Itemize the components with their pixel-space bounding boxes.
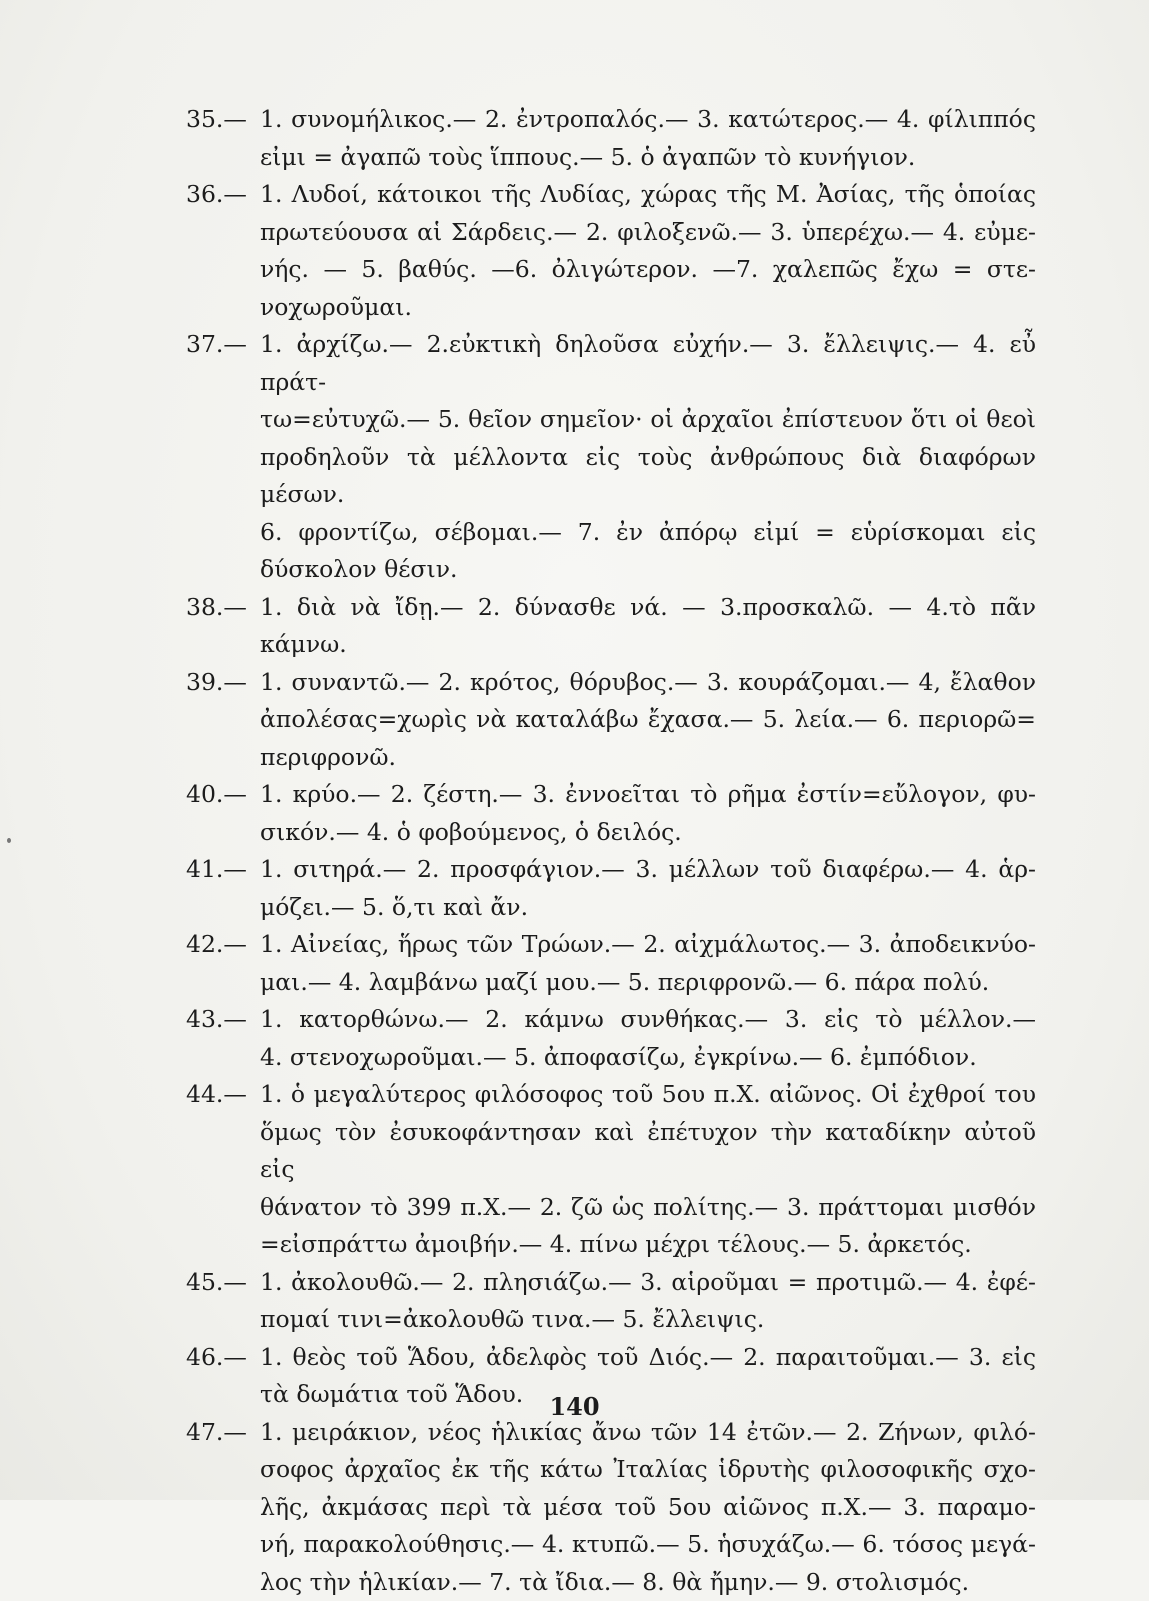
entry-text [260,589,1036,664]
entry-line: 1. μειράκιον, νέος ἡλικίας ἄνω τῶν 14 ἐτῶν.— 2. Ζήνων, φιλό- [260,1414,1036,1452]
entry-number: 40.— [186,776,260,851]
entry-line: νοχωροῦμαι. [260,289,1036,327]
entry-line: πρωτεύουσα αἱ Σάρδεις.— 2. φιλοξενῶ.— 3. ὑπερέχω.— 4. εὐμε- [260,214,1036,252]
answer-entry [186,589,1036,664]
answer-entry [186,851,1036,926]
entry-line: 4. στενοχωροῦμαι.— 5. ἀποφασίζω, ἐγκρίνω.— 6. ἐμπόδιον. [260,1039,1036,1077]
entry-line: 6. φροντίζω, σέβομαι.— 7. ἐν ἀπόρῳ εἰμί = εὑρίσκομαι εἰς [260,514,1036,552]
entry-number: 35.— [186,101,260,176]
entry-line: σικόν.— 4. ὁ φοβούμενος, ὁ δειλός. [260,814,1036,852]
entry-line: πομαί τινι=ἀκολουθῶ τινα.— 5. ἔλλειψις. [260,1301,1036,1339]
page-number: 140 [0,1392,1149,1421]
entry-line: ἀπολέσας=χωρὶς νὰ καταλάβω ἔχασα.— 5. λεία.— 6. περιορῶ= [260,701,1036,739]
entry-line: 1. ὁ μεγαλύτερος φιλόσοφος τοῦ 5ου π.Χ. αἰῶνος. Οἱ ἐχθροί του [260,1076,1036,1114]
entry-line: 1. Αἰνείας, ἥρως τῶν Τρώων.— 2. αἰχμάλωτος.— 3. ἀποδεικνύο- [260,926,1036,964]
entry-text [260,1414,1036,1601]
entry-line: 1. Λυδοί, κάτοικοι τῆς Λυδίας, χώρας τῆς Μ. Ἀσίας, τῆς ὁποίας [260,176,1036,214]
entry-line: 1. ἀκολουθῶ.— 2. πλησιάζω.— 3. αἱροῦμαι = προτιμῶ.— 4. ἐφέ- [260,1264,1036,1302]
entry-line: μόζει.— 5. ὅ,τι καὶ ἄν. [260,889,1036,927]
entry-number: 41.— [186,851,260,926]
entry-number: 42.— [186,926,260,1001]
answer-entry [186,776,1036,851]
entry-text [260,1001,1036,1076]
entry-line: τὰ δωμάτια τοῦ Ἅδου. [260,1376,1036,1414]
entry-text [260,664,1036,777]
entry-line: 1. κρύο.— 2. ζέστη.— 3. ἐννοεῖται τὸ ρῆμα ἐστίν=εὔλογον, φυ- [260,776,1036,814]
entry-line: 1. σιτηρά.— 2. προσφάγιον.— 3. μέλλων τοῦ διαφέρω.— 4. ἁρ- [260,851,1036,889]
entry-line: δύσκολον θέσιν. [260,551,1036,589]
entry-line: λῆς, ἀκμάσας περὶ τὰ μέσα τοῦ 5ου αἰῶνος π.Χ.— 3. παραμο- [260,1489,1036,1527]
answer-key-list [186,101,1036,1601]
entry-number: 44.— [186,1076,260,1264]
entry-line: 1. θεὸς τοῦ Ἅδου, ἀδελφὸς τοῦ Διός.— 2. παραιτοῦμαι.— 3. εἰς [260,1339,1036,1377]
entry-text [260,1076,1036,1264]
entry-line: =εἰσπράττω ἀμοιβήν.— 4. πίνω μέχρι τέλους.— 5. ἀρκετός. [260,1226,1036,1264]
answer-entry [186,1414,1036,1601]
entry-line: 1. συνομήλικος.— 2. ἐντροπαλός.— 3. κατώτερος.— 4. φίλιππός [260,101,1036,139]
answer-entry [186,326,1036,589]
entry-line: 1. συναντῶ.— 2. κρότος, θόρυβος.— 3. κουράζομαι.— 4, ἔλαθον [260,664,1036,702]
answer-entry [186,1076,1036,1264]
entry-line: μαι.— 4. λαμβάνω μαζί μου.— 5. περιφρονῶ.— 6. πάρα πολύ. [260,964,1036,1002]
entry-line: λος τὴν ἡλικίαν.— 7. τὰ ἴδια.— 8. θὰ ἤμην.— 9. στολισμός. [260,1564,1036,1601]
answer-entry [186,664,1036,777]
scan-speck [7,838,11,843]
entry-text [260,101,1036,176]
answer-entry [186,176,1036,326]
entry-number: 39.— [186,664,260,777]
entry-number: 47.— [186,1414,260,1601]
answer-entry [186,1264,1036,1339]
entry-line: προδηλοῦν τὰ μέλλοντα εἰς τοὺς ἀνθρώπους διὰ διαφόρων μέσων. [260,439,1036,514]
entry-line: περιφρονῶ. [260,739,1036,777]
entry-number: 45.— [186,1264,260,1339]
entry-line: νής. — 5. βαθύς. —6. ὀλιγώτερον. —7. χαλεπῶς ἔχω = στε- [260,251,1036,289]
entry-number: 43.— [186,1001,260,1076]
entry-line: σοφος ἀρχαῖος ἐκ τῆς κάτω Ἰταλίας ἱδρυτὴς φιλοσοφικῆς σχο- [260,1451,1036,1489]
entry-text [260,851,1036,926]
entry-line: 1. κατορθώνω.— 2. κάμνω συνθήκας.— 3. εἰς τὸ μέλλον.— [260,1001,1036,1039]
entry-number: 38.— [186,589,260,664]
entry-line: θάνατον τὸ 399 π.Χ.— 2. ζῶ ὡς πολίτης.— 3. πράττομαι μισθόν [260,1189,1036,1227]
answer-entry [186,1001,1036,1076]
entry-text [260,326,1036,589]
entry-text [260,1264,1036,1339]
entry-number: 37.— [186,326,260,589]
entry-number: 46.— [186,1339,260,1414]
entry-line: 1. διὰ νὰ ἴδῃ.— 2. δύνασθε νά. — 3.προσκαλῶ. — 4.τὸ πᾶν κάμνω. [260,589,1036,664]
entry-text [260,926,1036,1001]
entry-line: εἰμι = ἀγαπῶ τοὺς ἵππους.— 5. ὁ ἀγαπῶν τὸ κυνήγιον. [260,139,1036,177]
entry-text [260,776,1036,851]
answer-entry [186,101,1036,176]
entry-text [260,176,1036,326]
entry-number: 36.— [186,176,260,326]
answer-entry [186,926,1036,1001]
entry-line: τω=εὐτυχῶ.— 5. θεῖον σημεῖον· οἱ ἀρχαῖοι ἐπίστευον ὅτι οἱ θεοὶ [260,401,1036,439]
entry-line: νή, παρακολούθησις.— 4. κτυπῶ.— 5. ἡσυχάζω.— 6. τόσος μεγά- [260,1526,1036,1564]
entry-line: 1. ἀρχίζω.— 2.εὐκτικὴ δηλοῦσα εὐχήν.— 3. ἔλλειψις.— 4. εὖ πράτ- [260,326,1036,401]
entry-line: ὅμως τὸν ἐσυκοφάντησαν καὶ ἐπέτυχον τὴν καταδίκην αὐτοῦ εἰς [260,1114,1036,1189]
